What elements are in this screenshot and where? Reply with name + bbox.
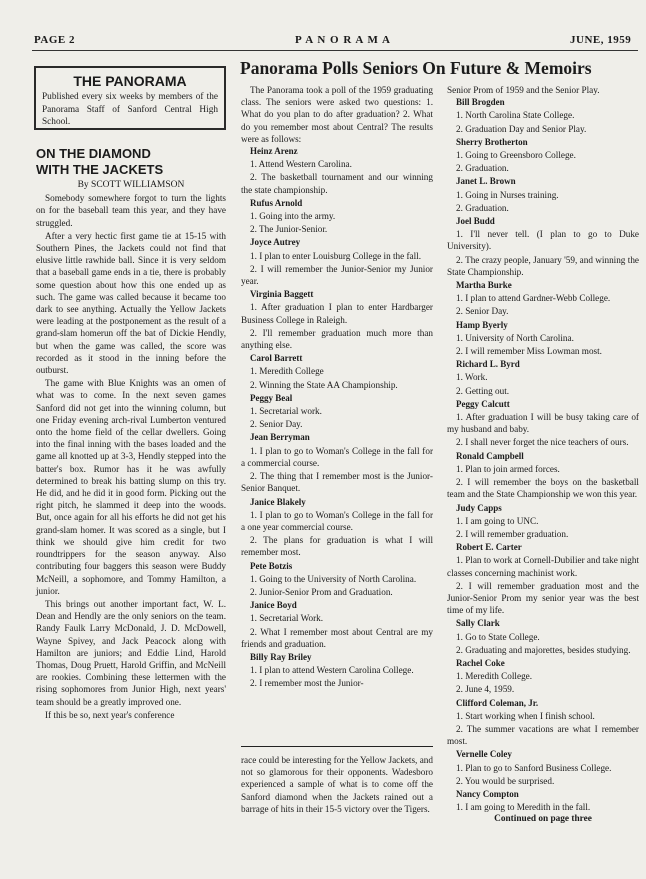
senior-answer: 1. Meredith College: [250, 366, 324, 377]
senior-name: Billy Ray Briley: [250, 651, 312, 662]
senior-name: Bill Brogden: [456, 97, 505, 108]
senior-answer: 2. The crazy people, January '59, and winning the State Championship.: [447, 254, 639, 277]
senior-answer: 1. Start working when I finish school.: [456, 710, 595, 721]
senior-answer: 1. Going into the army.: [250, 211, 336, 222]
senior-answer: 2. I shall never forget the nice teachers of ours.: [456, 437, 629, 448]
senior-name: Richard L. Byrd: [456, 359, 520, 370]
sports-paragraph: This brings out another important fact, W. L. Dean and Hendly are the only seniors on the team. Randy Faulk Larry McDonald, J. D. McDowell, Wayne Spivey, and Jack Peacock along with Hamilton are juniors; and Eddie Lind, Harold Thomas, Doug Pruett, Harold Griffin, and McNeill are rookies. Combining these lettermen with the rising sophomores from Junior High, next years' team should be a greatly improved one.: [36, 598, 226, 707]
senior-answer: 2. Graduation Day and Senior Play.: [456, 123, 587, 134]
senior-name: Peggy Beal: [250, 392, 293, 403]
senior-answer: 2. The Junior-Senior.: [250, 224, 328, 235]
senior-name: Nancy Compton: [456, 788, 519, 799]
senior-answer: 2. I will remember the boys on the basketball team and the State Championship we won this year.: [447, 477, 639, 500]
senior-answer: 1. I'll never tell. (I plan to go to Duke University).: [447, 229, 639, 252]
senior-name: Janet L. Brown: [456, 176, 516, 187]
senior-answer: 2. Getting out.: [456, 385, 510, 396]
staff-box-text: Published every six weeks by members of the Panorama Staff of Sanford Central High School.: [42, 92, 218, 127]
poll-col2-lead: Senior Prom of 1959 and the Senior Play.: [447, 85, 600, 95]
senior-answer: 1. Attend Western Carolina.: [250, 159, 352, 170]
senior-answer: 2. Graduation.: [456, 163, 509, 174]
senior-answer: 1. I plan to attend Gardner-Webb College.: [456, 293, 611, 304]
page-number: PAGE 2: [34, 34, 75, 46]
staff-box-title: THE PANORAMA: [73, 73, 187, 89]
senior-answer: 2. The thing that I remember most is the Junior-Senior Banquet.: [241, 471, 433, 494]
senior-answer: 1. Go to State College.: [456, 631, 540, 642]
senior-name: Martha Burke: [456, 280, 512, 291]
byline: By SCOTT WILLIAMSON: [77, 180, 185, 190]
staff-box: [34, 66, 226, 130]
senior-answer: 2. I will remember graduation most and the Junior-Senior Prom my senior year was the best time of my life.: [447, 580, 639, 616]
senior-name: Vernelle Coley: [456, 749, 512, 760]
senior-answer: 1. I am going to UNC.: [456, 515, 539, 526]
senior-answer: 1. Secretarial work.: [250, 406, 322, 417]
senior-name: Joel Budd: [456, 216, 495, 227]
senior-answer: 1. After graduation I plan to enter Hardbarger Business College in Raleigh.: [241, 302, 433, 325]
senior-name: Janice Blakely: [250, 496, 306, 507]
senior-answer: 1. Plan to join armed forces.: [456, 463, 560, 474]
senior-answer: 1. I plan to attend Western Carolina College.: [250, 665, 414, 676]
senior-answer: 2. Senior Day.: [456, 306, 509, 317]
senior-name: Carol Barrett: [250, 353, 303, 364]
senior-answer: 2. June 4, 1959.: [456, 684, 515, 695]
senior-answer: 2. You would be surprised.: [456, 775, 555, 786]
senior-name: Ronald Campbell: [456, 450, 524, 461]
sports-continued: [241, 754, 433, 815]
senior-answer: 1. Plan to work at Cornell-Dubilier and take night classes concerning machinist work.: [447, 555, 639, 578]
senior-answer: 1. I am going to Meredith in the fall.: [456, 802, 591, 813]
senior-answer: 2. The summer vacations are what I remember most.: [447, 723, 639, 747]
senior-name: Janice Boyd: [250, 600, 297, 611]
poll-column-1: [241, 84, 433, 690]
senior-name: Rachel Coke: [456, 657, 505, 668]
senior-answer: 2. I'll remember graduation much more than anything else.: [241, 327, 433, 351]
senior-name: Clifford Coleman, Jr.: [456, 697, 539, 708]
masthead-rule: [32, 50, 638, 51]
issue-date: JUNE, 1959: [570, 34, 632, 46]
newspaper-title: P A N O R A M A: [295, 34, 391, 46]
senior-answer: 1. Plan to go to Sanford Business College.: [456, 762, 612, 773]
senior-answer: 2. I will remember Miss Lowman most.: [456, 346, 602, 357]
senior-answer: 1. I plan to go to Woman's College in the fall for a one year commercial course.: [241, 509, 433, 532]
senior-name: Judy Capps: [456, 502, 502, 513]
sports-continued-text: race could be interesting for the Yellow Jackets, and not so glamorous for their opponents. Wadesboro experienced a sample of what is to come off the Sanford diamond when the Jackets rained out a barrage of hits in their 15-5 victory over the Tigers.: [241, 755, 433, 814]
poll-headline: Panorama Polls Seniors On Future & Memoirs: [240, 58, 592, 78]
senior-answer: 2. What I remember most about Central are my friends and graduation.: [241, 626, 433, 649]
senior-answer: 1. University of North Carolina.: [456, 332, 574, 343]
senior-name: Peggy Calcutt: [456, 398, 510, 409]
sports-paragraph: Somebody somewhere forgot to turn the lights on for the baseball team this year, and they have struggled.: [36, 193, 226, 228]
senior-name: Virginia Baggett: [250, 289, 314, 300]
senior-answer: 2. Senior Day.: [250, 419, 303, 430]
poll-intro: The Panorama took a poll of the 1959 graduating class. The seniors were asked two questions: 1. What do you plan to do after graduation? 2. What do you remember most about Central? The results were as follows:: [241, 85, 433, 144]
sports-title: ON THE DIAMOND: [36, 146, 151, 161]
senior-answer: 2. I will remember the Junior-Senior my Junior year.: [241, 263, 433, 287]
senior-answer: 2. The basketball tournament and our winning the state championship.: [241, 172, 433, 195]
senior-name: Jean Berryman: [250, 432, 310, 443]
senior-answer: 1. I plan to go to Woman's College in the fall for a commercial course.: [241, 445, 433, 468]
senior-name: Sally Clark: [456, 618, 500, 629]
senior-name: Pete Botzis: [250, 560, 293, 571]
senior-answer: 2. I will remember graduation.: [456, 528, 569, 539]
column-divider: [241, 746, 433, 747]
sports-column: [36, 146, 226, 721]
senior-answer: 2. Junior-Senior Prom and Graduation.: [250, 586, 393, 597]
senior-answer: 1. Meredith College.: [456, 671, 533, 682]
senior-answer: 1. I plan to enter Louisburg College in the fall.: [250, 250, 422, 261]
senior-name: Sherry Brotherton: [456, 136, 528, 147]
senior-answer: 2. The plans for graduation is what I will remember most.: [241, 535, 433, 558]
sports-paragraph: After a very hectic first game tie at 15-15 with Southern Pines, the Jackets could not find that elusive little rawhide ball. Since it is very seldom that a baseball game ends in a tie, there is probably some question about how this one ended up as such. The game was called because it became too dark to see anything. Actually the Yellow Jackets were leading at the postponement as the result of a grand-slam homerun off the bat of Dickie Hendly, but when the game was called, the score was recorded as it stood in the inning before the outburst.: [36, 230, 226, 376]
senior-name: Joyce Autrey: [250, 237, 301, 248]
senior-answer: 1. Going to Greensboro College.: [456, 150, 576, 161]
senior-name: Heinz Arenz: [250, 146, 298, 157]
senior-name: Rufus Arnold: [250, 197, 303, 208]
sports-title-2: WITH THE JACKETS: [36, 162, 164, 177]
sports-paragraph: The game with Blue Knights was an omen of what was to come. In the next seven games Sanford did not get into the winning column, but one Friday evening arch-rival Lumberton ventured onto the home field of the cellar dwellers. Going into the final inning with the bases loaded and the game all knotted up at 3-3, Hendly stepped into the batter's box. Rumor has it he was awfully determined to break his batting slump on this try. He did, and he did it in good form. Picking out the right pitch, he slammed it deep into the woods. But, once again for all his efforts he did not get his grand-slam homer. It was scored as a single, but I think we should give him credit for two roundtrippers for the season anyway. Also contributing four baggers this season were Buddy McNeill, a sophomore, and Tommy Hamilton, a junior.: [36, 378, 226, 596]
sports-body: [36, 192, 226, 721]
senior-answer: 1. Going to the University of North Carolina.: [250, 573, 417, 584]
poll-column-2: [447, 84, 639, 826]
senior-answer: 2. I remember most the Junior-: [250, 678, 364, 689]
senior-answer: 1. Secretarial Work.: [250, 613, 324, 624]
senior-answer: 2. Winning the State AA Championship.: [250, 379, 398, 390]
sports-paragraph: If this be so, next year's conference: [45, 709, 175, 720]
continued-note: Continued on page three: [494, 814, 592, 825]
senior-name: Robert E. Carter: [456, 542, 522, 553]
senior-name: Hamp Byerly: [456, 319, 508, 330]
senior-answer: 1. Work.: [456, 372, 488, 383]
poll-entries-1: [241, 145, 433, 690]
senior-answer: 1. Going in Nurses training.: [456, 189, 559, 200]
senior-answer: 2. Graduation.: [456, 202, 509, 213]
senior-answer: 1. After graduation I will be busy taking care of my husband and baby.: [447, 412, 639, 435]
senior-answer: 2. Graduating and majorettes, besides studying.: [456, 644, 631, 655]
poll-entries-2: [447, 96, 639, 813]
senior-answer: 1. North Carolina State College.: [456, 110, 575, 121]
